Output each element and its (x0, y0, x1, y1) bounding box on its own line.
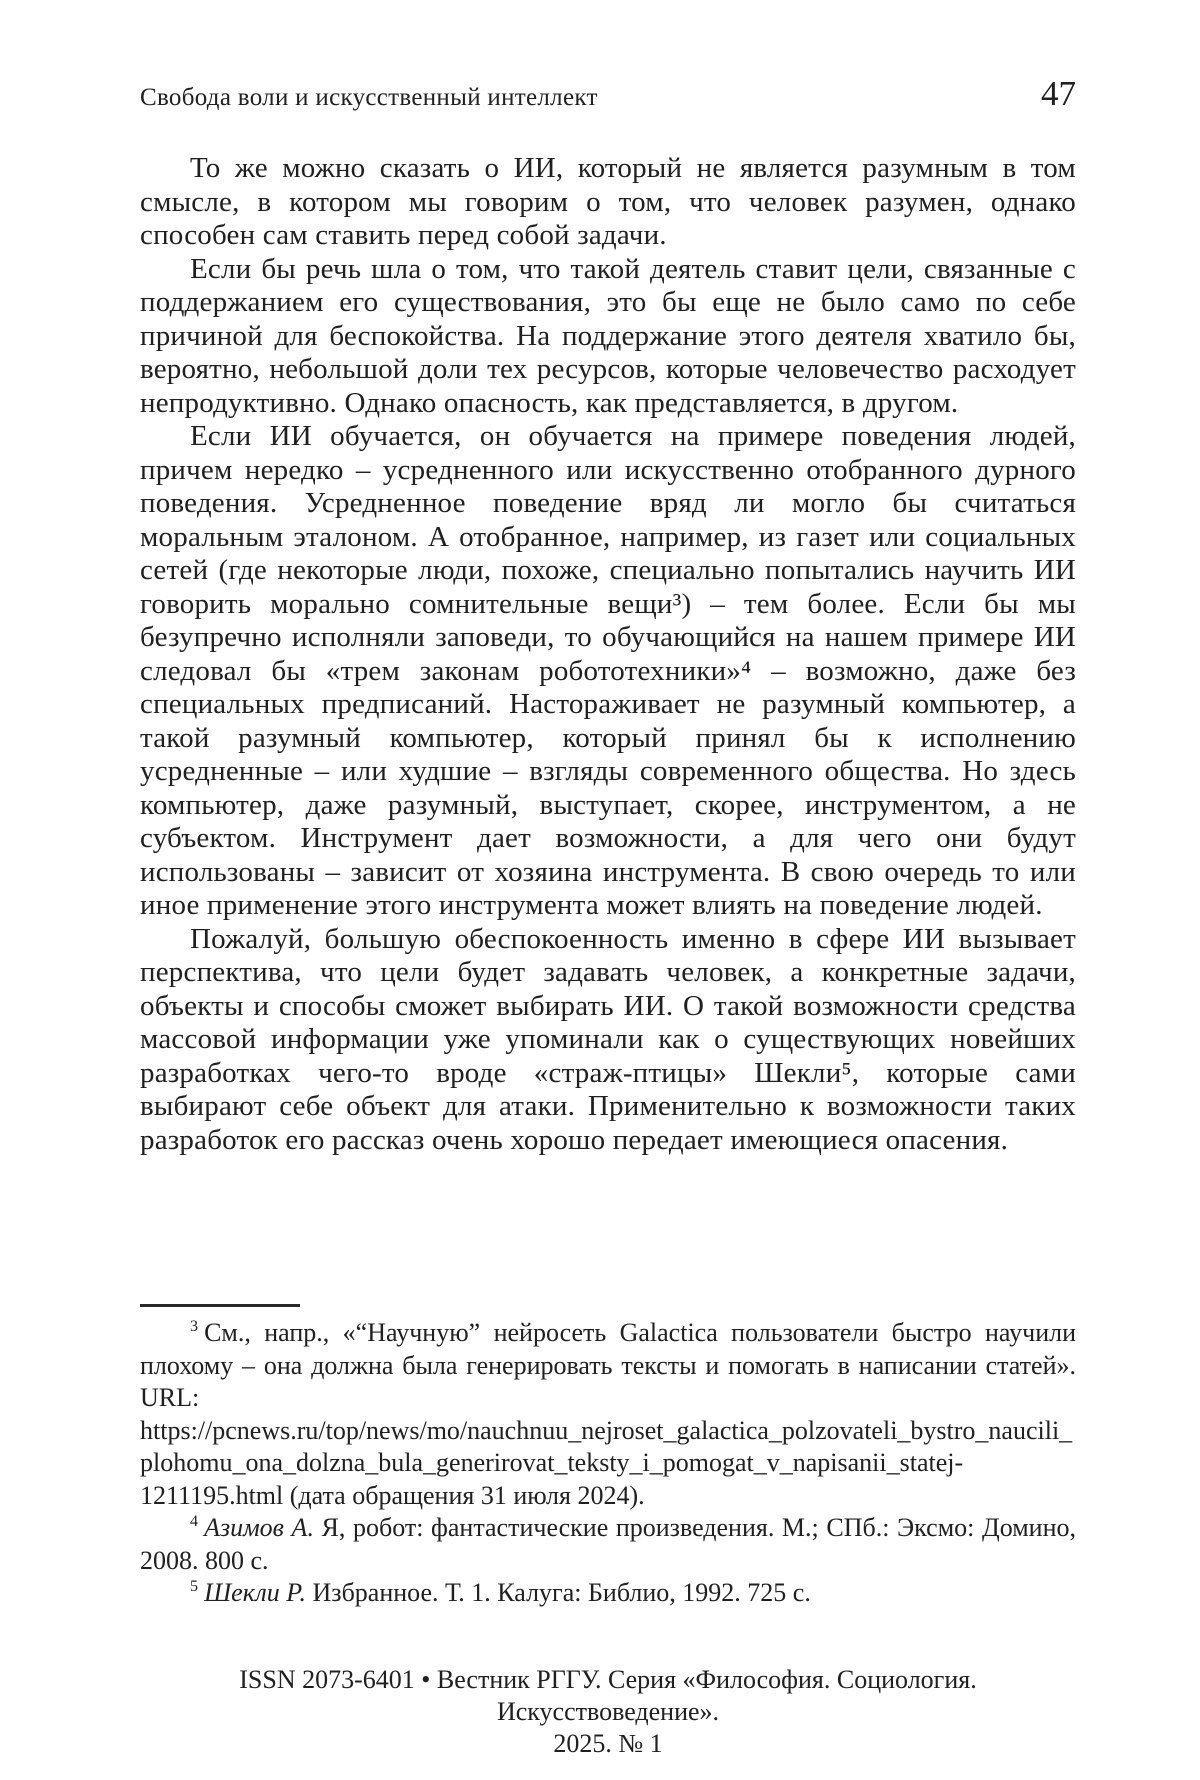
footnote-5-marker: 5 (190, 1578, 199, 1596)
footnote-3-text: См., напр., «“Научную” нейросеть Galactica пользователи быстро научили плохому – она должна была генерировать тексты и помогать в написании статей». URL: https://pcnews.ru/top/news/mo/nauchnuu_nejroset_galactica_polzovateli_bystro_naucili_plohomu_ona_dolzna_bula_generirovat_teksty_i_pomogat_v_napisanii_statej-1211195.html (дата обращения 31 июля 2024). (140, 1318, 1076, 1510)
footnote-5-author: Шекли Р. (204, 1578, 307, 1607)
footnote-4 (140, 1512, 1076, 1577)
journal-footer (140, 1664, 1076, 1760)
footnotes-section (140, 1304, 1076, 1610)
footnote-divider (140, 1304, 300, 1307)
footnote-4-marker: 4 (190, 1513, 199, 1531)
body-paragraph-1: То же можно сказать о ИИ, который не является разумным в том смысле, в котором мы говорим о том, что человек разумен, однако способен сам ставить перед собой задачи. (140, 152, 1076, 251)
body-paragraph-3: Если ИИ обучается, он обучается на примере поведения людей, причем нередко – усредненного или искусственно отобранного дурного поведения. Усредненное поведение вряд ли могло бы считаться моральным эталоном. А отобранное, например, из газет или социальных сетей (где некоторые люди, похоже, специально попытались научить ИИ говорить морально сомнительные вещи³) – тем более. Если бы мы безупречно исполняли заповеди, то обучающийся на нашем примере ИИ следовал бы «трем законам робототехники»⁴ – возможно, даже без специальных предписаний. Настораживает не разумный компьютер, а такой разумный компьютер, который принял бы к исполнению усредненные – или худшие – взгляды современного общества. Но здесь компьютер, даже разумный, выступает, скорее, инструментом, а не субъектом. Инструмент дает возможности, а для чего они будут использованы – зависит от хозяина инструмента. В свою очередь то или иное применение этого инструмента может влиять на поведение людей. (140, 420, 1076, 921)
footnote-4-text: Я, робот: фантастические произведения. М.; СПб.: Эксмо: Домино, 2008. 800 с. (140, 1513, 1076, 1575)
running-header (140, 74, 1076, 114)
page-number: 47 (1041, 74, 1076, 113)
article-body (140, 152, 1076, 1157)
footnote-5 (140, 1577, 1076, 1610)
footnote-3 (140, 1317, 1076, 1512)
footnote-4-author: Азимов А. (204, 1513, 314, 1542)
footnote-5-text: Избранное. Т. 1. Калуга: Библио, 1992. 725 с. (306, 1578, 811, 1607)
body-paragraph-2: Если бы речь шла о том, что такой деятель ставит цели, связанные с поддержанием его существования, это бы еще не было само по себе причиной для беспокойства. На поддержание этого деятеля хватило бы, вероятно, небольшой доли тех ресурсов, которые человечество расходует непродуктивно. Однако опасность, как представляется, в другом. (140, 252, 1076, 419)
body-paragraph-4: Пожалуй, большую обеспокоенность именно в сфере ИИ вызывает перспектива, что цели будет задавать человек, а конкретные задачи, объекты и способы сможет выбирать ИИ. О такой возможности средства массовой информации уже упоминали как о существующих новейших разработках чего-то вроде «страж-птицы» Шекли⁵, которые сами выбирают себе объект для атаки. Применительно к возможности таких разработок его рассказ очень хорошо передает имеющиеся опасения. (140, 922, 1076, 1156)
running-title: Свобода воли и искусственный интеллект (140, 84, 598, 111)
footer-issn-line: ISSN 2073-6401 • Вестник РГГУ. Серия «Философия. Социология. Искусствоведение». (239, 1665, 977, 1726)
footnote-3-marker: 3 (190, 1318, 199, 1336)
footer-issue-line: 2025. № 1 (553, 1729, 663, 1758)
